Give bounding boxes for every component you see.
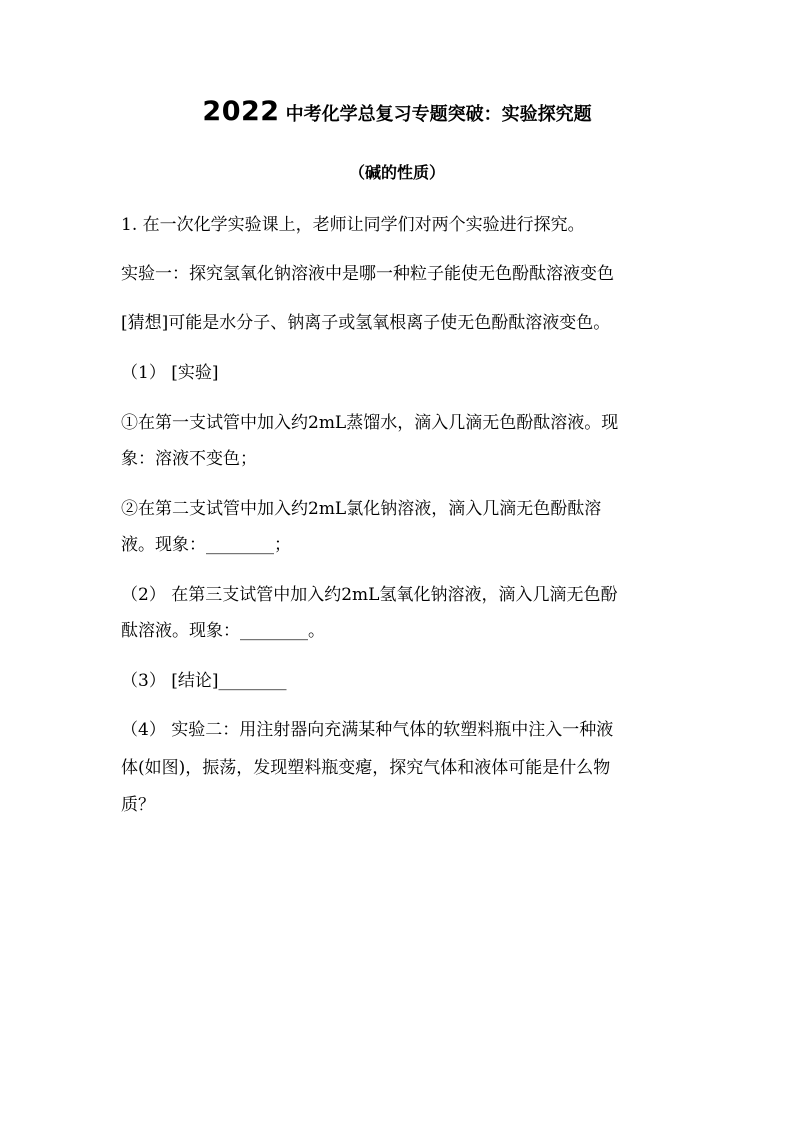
step-two-line-1: ②在第二支试管中加入约2mL氯化钠溶液，滴入几滴无色酚酞溶 (121, 499, 602, 519)
page-subtitle: （碱的性质） (348, 163, 445, 182)
part-two-line-1: （2） 在第三支试管中加入约2mL氢氧化钠溶液，滴入几滴无色酚 (121, 585, 618, 605)
question-intro: 1. 在一次化学实验课上，老师让同学们对两个实验进行探究。 (121, 215, 585, 235)
part-four-line-1: （4） 实验二：用注射器向充满某种气体的软塑料瓶中注入一种液 (121, 720, 614, 740)
part-four-line-2: 体(如图)，振荡，发现塑料瓶变瘪，探究气体和液体可能是什么物 (121, 758, 611, 778)
page-title (0, 96, 794, 127)
step-one-line-1: ①在第一支试管中加入约2mL蒸馏水，滴入几滴无色酚酞溶液。现 (121, 413, 619, 433)
experiment-one-heading: 实验一：探究氢氧化钠溶液中是哪一种粒子能使无色酚酞溶液变色 (121, 264, 614, 284)
part-three-conclusion: （3） [结论]________ (121, 671, 287, 691)
step-one-line-2: 象：溶液不变色； (121, 449, 257, 469)
title-year: 2022 (202, 96, 280, 127)
part-two-line-2: 酞溶液。现象：________。 (121, 621, 325, 641)
step-two-line-2: 液。现象：________； (121, 535, 291, 555)
title-text: 中考化学总复习专题突破：实验探究题 (285, 104, 592, 125)
part-one-label: （1） [实验] (121, 363, 219, 383)
part-four-line-3: 质？ (121, 795, 155, 815)
hypothesis-text: [猜想]可能是水分子、钠离子或氢氧根离子使无色酚酞溶液变色。 (121, 313, 611, 333)
